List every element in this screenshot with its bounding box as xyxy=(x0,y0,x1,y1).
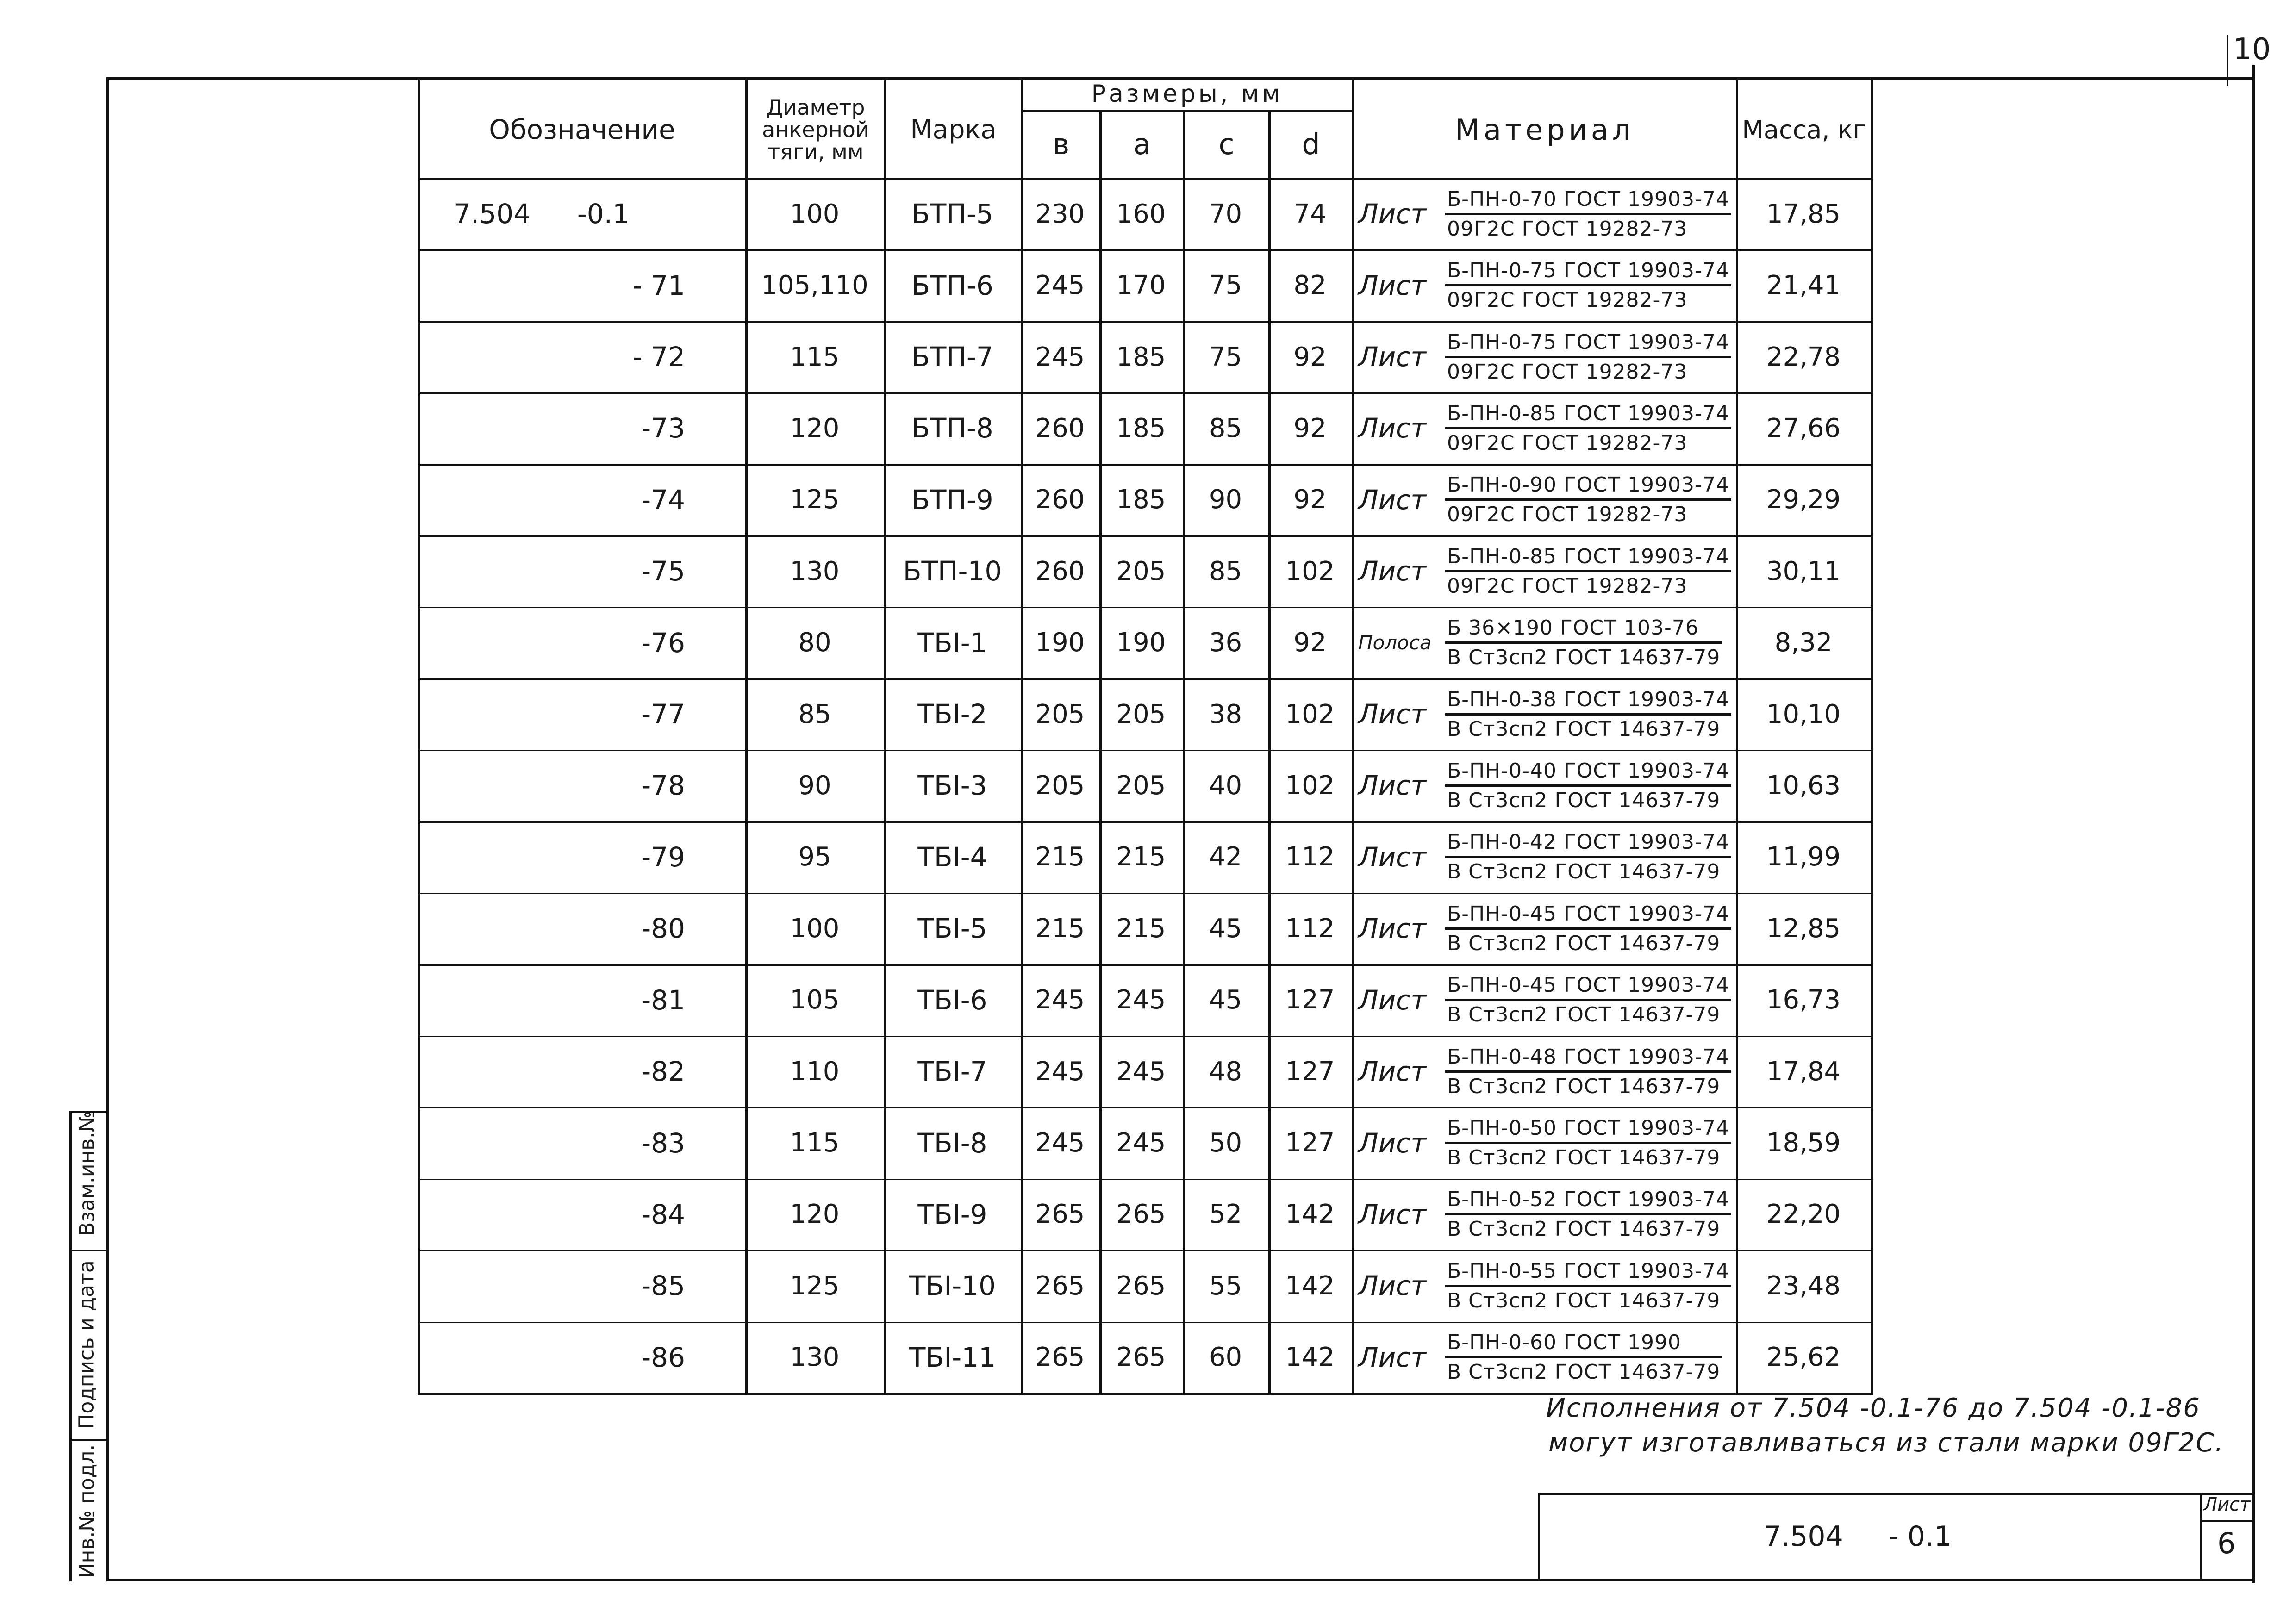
row-c: 70 xyxy=(1209,199,1242,229)
row-a: 205 xyxy=(1116,699,1166,729)
row-material-type: Лист xyxy=(1358,484,1426,516)
column-separator xyxy=(1268,110,1271,1395)
row-separator xyxy=(418,464,1871,466)
header-sizes: Размеры, мм xyxy=(1091,80,1283,108)
note-line1: Исполнения от 7.504 -0.1-76 до 7.504 -0.1-86 xyxy=(1546,1393,2201,1423)
row-separator xyxy=(418,964,1871,966)
row-material xyxy=(1445,893,1731,964)
row-mark: БТП-6 xyxy=(911,269,993,301)
row-d: 92 xyxy=(1293,342,1327,372)
stamp-suffix: - 0.1 xyxy=(1889,1520,1952,1553)
row-designation: -80 xyxy=(641,913,685,945)
row-designation: -0.1 xyxy=(577,198,630,230)
row-b: 205 xyxy=(1035,770,1085,801)
row-material-bottom: В Ст3сп2 ГОСТ 14637-79 xyxy=(1447,1146,1721,1170)
row-prefix: 7.504 xyxy=(454,198,531,230)
row-material xyxy=(1445,678,1731,750)
row-material-top: Б-ПН-0-70 ГОСТ 19903-74 xyxy=(1445,187,1731,215)
row-mass: 21,41 xyxy=(1766,270,1841,301)
column-separator xyxy=(418,78,420,1395)
row-a: 160 xyxy=(1116,199,1166,229)
row-material xyxy=(1445,249,1731,321)
row-diameter: 80 xyxy=(798,628,831,658)
row-c: 55 xyxy=(1209,1270,1242,1301)
row-mark: ТБI-5 xyxy=(917,913,987,945)
row-material-top: Б-ПН-0-85 ГОСТ 19903-74 xyxy=(1445,545,1731,572)
row-material-bottom: В Ст3сп2 ГОСТ 14637-79 xyxy=(1447,860,1721,884)
column-separator xyxy=(1099,110,1102,1395)
row-material-top: Б-ПН-0-42 ГОСТ 19903-74 xyxy=(1445,830,1731,858)
row-material-bottom: В Ст3сп2 ГОСТ 14637-79 xyxy=(1447,931,1721,955)
page-number: 10 xyxy=(2233,32,2271,67)
row-material-type: Лист xyxy=(1358,1127,1426,1159)
row-material-top: Б-ПН-0-55 ГОСТ 19903-74 xyxy=(1445,1259,1731,1287)
header-mass: Масса, кг xyxy=(1742,115,1866,144)
row-material-type: Лист xyxy=(1358,1198,1426,1230)
row-b: 230 xyxy=(1035,199,1085,229)
row-material-top: Б-ПН-0-40 ГОСТ 19903-74 xyxy=(1445,759,1731,787)
row-material-bottom: 09Г2С ГОСТ 19282-73 xyxy=(1447,431,1688,455)
row-mass: 17,85 xyxy=(1766,199,1841,229)
row-d: 92 xyxy=(1293,628,1327,658)
row-mark: БТП-5 xyxy=(911,198,993,230)
row-material-type: Полоса xyxy=(1358,631,1432,654)
row-diameter: 120 xyxy=(790,413,840,443)
stamp-sheet-label: Лист xyxy=(2203,1494,2251,1515)
row-material xyxy=(1445,1036,1731,1107)
row-material xyxy=(1445,750,1731,821)
row-material xyxy=(1445,964,1731,1036)
side-label-inv-orig: Инв.№ подл. xyxy=(75,1444,99,1579)
header-diameter xyxy=(746,83,885,176)
row-diameter: 115 xyxy=(790,1128,840,1158)
row-designation: -78 xyxy=(641,770,685,802)
side-label-replace-inv: Взам.инв.№ xyxy=(75,1111,99,1236)
row-material-type: Лист xyxy=(1358,341,1426,373)
row-mass: 16,73 xyxy=(1766,985,1841,1015)
row-designation: -75 xyxy=(641,555,685,587)
row-designation: -81 xyxy=(641,984,685,1016)
header-mark: Марка xyxy=(910,114,997,145)
row-d: 127 xyxy=(1285,985,1335,1015)
row-diameter: 90 xyxy=(798,770,831,801)
row-mass: 8,32 xyxy=(1774,628,1833,658)
frame-right xyxy=(2252,65,2255,1583)
row-mass: 12,85 xyxy=(1766,913,1841,944)
row-separator xyxy=(418,1179,1871,1180)
row-material-bottom: 09Г2С ГОСТ 19282-73 xyxy=(1447,360,1688,384)
row-material-type: Лист xyxy=(1358,913,1426,945)
row-material xyxy=(1445,1322,1722,1393)
page-number-divider xyxy=(2227,35,2228,86)
row-d: 142 xyxy=(1285,1199,1335,1230)
row-mark: ТБI-6 xyxy=(917,984,987,1016)
row-material-type: Лист xyxy=(1358,698,1426,730)
row-a: 170 xyxy=(1116,270,1166,301)
row-designation: -86 xyxy=(641,1341,685,1373)
row-c: 85 xyxy=(1209,413,1242,443)
stamp-code: 7.504 xyxy=(1764,1520,1843,1553)
row-diameter: 100 xyxy=(790,199,840,229)
column-separator xyxy=(1871,78,1873,1395)
row-mark: ТБI-8 xyxy=(917,1127,987,1159)
row-material-top: Б-ПН-0-45 ГОСТ 19903-74 xyxy=(1445,902,1731,930)
table-top-line xyxy=(418,78,1871,80)
row-d: 82 xyxy=(1293,270,1327,301)
row-diameter: 105,110 xyxy=(761,270,868,301)
row-a: 265 xyxy=(1116,1342,1166,1373)
row-a: 245 xyxy=(1116,985,1166,1015)
row-mark: ТБI-2 xyxy=(917,698,987,730)
row-material xyxy=(1445,1250,1731,1321)
row-material-top: Б-ПН-0-48 ГОСТ 19903-74 xyxy=(1445,1045,1731,1073)
row-a: 190 xyxy=(1116,628,1166,658)
column-separator xyxy=(1021,78,1023,1395)
row-designation: - 72 xyxy=(632,341,685,373)
row-mass: 22,78 xyxy=(1766,342,1841,372)
header-bottom-line xyxy=(418,178,1871,180)
row-designation: -83 xyxy=(641,1127,685,1159)
row-b: 260 xyxy=(1035,556,1085,586)
row-diameter: 85 xyxy=(798,699,831,729)
row-b: 245 xyxy=(1035,985,1085,1015)
row-separator xyxy=(418,392,1871,394)
row-mass: 23,48 xyxy=(1766,1270,1841,1301)
column-separator xyxy=(745,78,748,1395)
row-material-type: Лист xyxy=(1358,198,1426,230)
row-diameter: 105 xyxy=(790,985,840,1015)
header-diameter-line1: Диаметр xyxy=(766,95,865,120)
row-material-bottom: 09Г2С ГОСТ 19282-73 xyxy=(1447,574,1688,598)
stamp-sheet-divider xyxy=(2200,1493,2202,1581)
row-material-bottom: В Ст3сп2 ГОСТ 14637-79 xyxy=(1447,646,1721,670)
row-material xyxy=(1445,535,1731,607)
row-material-bottom: В Ст3сп2 ГОСТ 14637-79 xyxy=(1447,1217,1721,1241)
row-a: 245 xyxy=(1116,1128,1166,1158)
row-mark: ТБI-11 xyxy=(909,1341,996,1373)
row-a: 205 xyxy=(1116,556,1166,586)
row-d: 112 xyxy=(1285,913,1335,944)
row-diameter: 125 xyxy=(790,485,840,515)
row-separator xyxy=(418,893,1871,894)
row-d: 92 xyxy=(1293,413,1327,443)
row-c: 45 xyxy=(1209,913,1242,944)
row-diameter: 130 xyxy=(790,1342,840,1373)
row-diameter: 115 xyxy=(790,342,840,372)
row-d: 74 xyxy=(1293,199,1327,229)
row-diameter: 100 xyxy=(790,913,840,944)
row-designation: -76 xyxy=(641,627,685,659)
row-material-top: Б-ПН-0-85 ГОСТ 19903-74 xyxy=(1445,402,1731,429)
row-designation: - 71 xyxy=(632,269,685,301)
row-material xyxy=(1445,321,1731,392)
row-material-top: Б-ПН-0-50 ГОСТ 19903-74 xyxy=(1445,1116,1731,1144)
row-material-bottom: 09Г2С ГОСТ 19282-73 xyxy=(1447,217,1688,241)
row-b: 215 xyxy=(1035,913,1085,944)
row-separator xyxy=(418,1107,1871,1108)
row-mark: ТБI-1 xyxy=(917,627,987,659)
row-separator xyxy=(418,535,1871,537)
row-b: 245 xyxy=(1035,270,1085,301)
row-material xyxy=(1445,1179,1731,1250)
stamp-top xyxy=(1538,1493,2253,1495)
row-material-top: Б-ПН-0-75 ГОСТ 19903-74 xyxy=(1445,259,1731,286)
row-a: 185 xyxy=(1116,413,1166,443)
header-designation: Обозначение xyxy=(489,114,675,145)
row-c: 85 xyxy=(1209,556,1242,586)
row-b: 260 xyxy=(1035,413,1085,443)
row-material-bottom: В Ст3сп2 ГОСТ 14637-79 xyxy=(1447,1003,1721,1027)
row-mass: 30,11 xyxy=(1766,556,1841,586)
row-mass: 27,66 xyxy=(1766,413,1841,443)
row-a: 215 xyxy=(1116,842,1166,872)
row-material-type: Лист xyxy=(1358,1056,1426,1088)
stamp-sheet-label-line xyxy=(2200,1520,2253,1522)
side-strip-left xyxy=(69,1111,72,1581)
row-material-bottom: В Ст3сп2 ГОСТ 14637-79 xyxy=(1447,788,1721,812)
frame-bottom xyxy=(106,1579,2254,1581)
row-a: 215 xyxy=(1116,913,1166,944)
row-diameter: 130 xyxy=(790,556,840,586)
row-mass: 18,59 xyxy=(1766,1128,1841,1158)
row-c: 38 xyxy=(1209,699,1242,729)
row-d: 127 xyxy=(1285,1128,1335,1158)
header-material: Материал xyxy=(1455,112,1635,147)
side-strip-sep2 xyxy=(69,1250,109,1251)
row-separator xyxy=(418,321,1871,323)
row-a: 185 xyxy=(1116,485,1166,515)
row-b: 215 xyxy=(1035,842,1085,872)
row-material-top: Б-ПН-0-90 ГОСТ 19903-74 xyxy=(1445,473,1731,501)
row-b: 205 xyxy=(1035,699,1085,729)
row-a: 205 xyxy=(1116,770,1166,801)
row-c: 52 xyxy=(1209,1199,1242,1230)
row-mark: ТБI-7 xyxy=(917,1056,987,1088)
row-designation: -84 xyxy=(641,1198,685,1230)
header-d: d xyxy=(1302,127,1320,161)
row-designation: -85 xyxy=(641,1270,685,1302)
row-material-type: Лист xyxy=(1358,770,1426,802)
row-material-type: Лист xyxy=(1358,1270,1426,1302)
row-b: 245 xyxy=(1035,342,1085,372)
row-material-type: Лист xyxy=(1358,412,1426,444)
frame-left xyxy=(106,77,109,1581)
row-mark: БТП-9 xyxy=(911,484,993,516)
row-separator xyxy=(418,1036,1871,1037)
row-material xyxy=(1445,464,1731,535)
row-material-top: Б-ПН-0-60 ГОСТ 1990 xyxy=(1445,1331,1722,1358)
row-material-bottom: В Ст3сп2 ГОСТ 14637-79 xyxy=(1447,1288,1721,1313)
row-c: 40 xyxy=(1209,770,1242,801)
row-d: 102 xyxy=(1285,699,1335,729)
row-designation: -79 xyxy=(641,841,685,873)
row-c: 36 xyxy=(1209,628,1242,658)
row-mass: 25,62 xyxy=(1766,1342,1841,1373)
row-d: 102 xyxy=(1285,556,1335,586)
row-mass: 22,20 xyxy=(1766,1199,1841,1230)
row-material xyxy=(1445,821,1731,893)
row-mark: ТБI-10 xyxy=(909,1270,996,1302)
stamp-sheet-number: 6 xyxy=(2217,1526,2236,1560)
side-label-sign-date: Подпись и дата xyxy=(75,1260,99,1429)
row-separator xyxy=(418,1250,1871,1251)
row-material-bottom: 09Г2С ГОСТ 19282-73 xyxy=(1447,288,1688,312)
row-d: 142 xyxy=(1285,1342,1335,1373)
row-material-top: Б-ПН-0-38 ГОСТ 19903-74 xyxy=(1445,688,1731,716)
row-c: 75 xyxy=(1209,270,1242,301)
row-material-bottom: В Ст3сп2 ГОСТ 14637-79 xyxy=(1447,717,1721,741)
row-material-top: Б-ПН-0-75 ГОСТ 19903-74 xyxy=(1445,330,1731,358)
stamp-left xyxy=(1538,1493,1540,1581)
header-diameter-line3: тяги, мм xyxy=(767,139,864,164)
row-c: 42 xyxy=(1209,842,1242,872)
row-a: 265 xyxy=(1116,1270,1166,1301)
row-designation: -74 xyxy=(641,484,685,516)
row-b: 260 xyxy=(1035,485,1085,515)
column-separator xyxy=(1352,78,1354,1395)
row-material xyxy=(1445,392,1731,464)
row-c: 90 xyxy=(1209,485,1242,515)
row-b: 265 xyxy=(1035,1270,1085,1301)
row-material xyxy=(1445,607,1722,678)
row-c: 50 xyxy=(1209,1128,1242,1158)
column-separator xyxy=(1183,110,1185,1395)
row-d: 92 xyxy=(1293,485,1327,515)
row-material-type: Лист xyxy=(1358,269,1426,301)
row-mass: 17,84 xyxy=(1766,1056,1841,1087)
row-material-top: Б 36×190 ГОСТ 103-76 xyxy=(1445,616,1722,644)
row-separator xyxy=(418,1322,1871,1323)
row-b: 245 xyxy=(1035,1128,1085,1158)
row-mark: БТП-8 xyxy=(911,412,993,444)
row-material-bottom: В Ст3сп2 ГОСТ 14637-79 xyxy=(1447,1360,1721,1384)
row-diameter: 125 xyxy=(790,1270,840,1301)
header-a: a xyxy=(1133,127,1151,161)
row-a: 185 xyxy=(1116,342,1166,372)
row-b: 265 xyxy=(1035,1342,1085,1373)
column-separator xyxy=(884,78,886,1395)
row-separator xyxy=(418,678,1871,680)
row-c: 48 xyxy=(1209,1056,1242,1087)
row-c: 75 xyxy=(1209,342,1242,372)
row-designation: -73 xyxy=(641,412,685,444)
row-d: 142 xyxy=(1285,1270,1335,1301)
row-separator xyxy=(418,607,1871,608)
row-mark: БТП-10 xyxy=(903,555,1002,587)
row-material-bottom: 09Г2С ГОСТ 19282-73 xyxy=(1447,503,1688,527)
header-c: c xyxy=(1218,127,1235,161)
row-separator xyxy=(418,750,1871,751)
row-separator xyxy=(418,821,1871,823)
row-a: 265 xyxy=(1116,1199,1166,1230)
row-b: 245 xyxy=(1035,1056,1085,1087)
row-c: 60 xyxy=(1209,1342,1242,1373)
row-mass: 10,63 xyxy=(1766,770,1841,801)
row-b: 190 xyxy=(1035,628,1085,658)
row-material-type: Лист xyxy=(1358,555,1426,587)
row-diameter: 110 xyxy=(790,1056,840,1087)
row-diameter: 120 xyxy=(790,1199,840,1230)
row-d: 127 xyxy=(1285,1056,1335,1087)
header-b: в xyxy=(1052,127,1070,161)
row-mark: БТП-7 xyxy=(911,341,993,373)
row-c: 45 xyxy=(1209,985,1242,1015)
header-diameter-line2: анкерной xyxy=(762,117,869,142)
row-mark: ТБI-9 xyxy=(917,1198,987,1230)
row-b: 265 xyxy=(1035,1199,1085,1230)
row-mark: ТБI-3 xyxy=(917,770,987,802)
row-material xyxy=(1445,178,1731,249)
row-designation: -77 xyxy=(641,698,685,730)
note-line2: могут изготавливаться из стали марки 09Г2С. xyxy=(1548,1428,2224,1458)
row-separator xyxy=(418,249,1871,251)
row-diameter: 95 xyxy=(798,842,831,872)
row-mass: 29,29 xyxy=(1766,485,1841,515)
row-material-bottom: В Ст3сп2 ГОСТ 14637-79 xyxy=(1447,1074,1721,1098)
row-material-top: Б-ПН-0-45 ГОСТ 19903-74 xyxy=(1445,973,1731,1001)
row-material-top: Б-ПН-0-52 ГОСТ 19903-74 xyxy=(1445,1188,1731,1215)
row-material-type: Лист xyxy=(1358,841,1426,873)
row-material xyxy=(1445,1107,1731,1178)
column-separator xyxy=(1736,78,1738,1395)
row-d: 112 xyxy=(1285,842,1335,872)
row-material-type: Лист xyxy=(1358,984,1426,1016)
row-material-type: Лист xyxy=(1358,1341,1426,1373)
row-a: 245 xyxy=(1116,1056,1166,1087)
row-mark: ТБI-4 xyxy=(917,841,987,873)
row-mass: 11,99 xyxy=(1766,842,1841,872)
row-designation: -82 xyxy=(641,1056,685,1088)
row-d: 102 xyxy=(1285,770,1335,801)
row-mass: 10,10 xyxy=(1766,699,1841,729)
sizes-subheader-line xyxy=(1021,110,1352,112)
